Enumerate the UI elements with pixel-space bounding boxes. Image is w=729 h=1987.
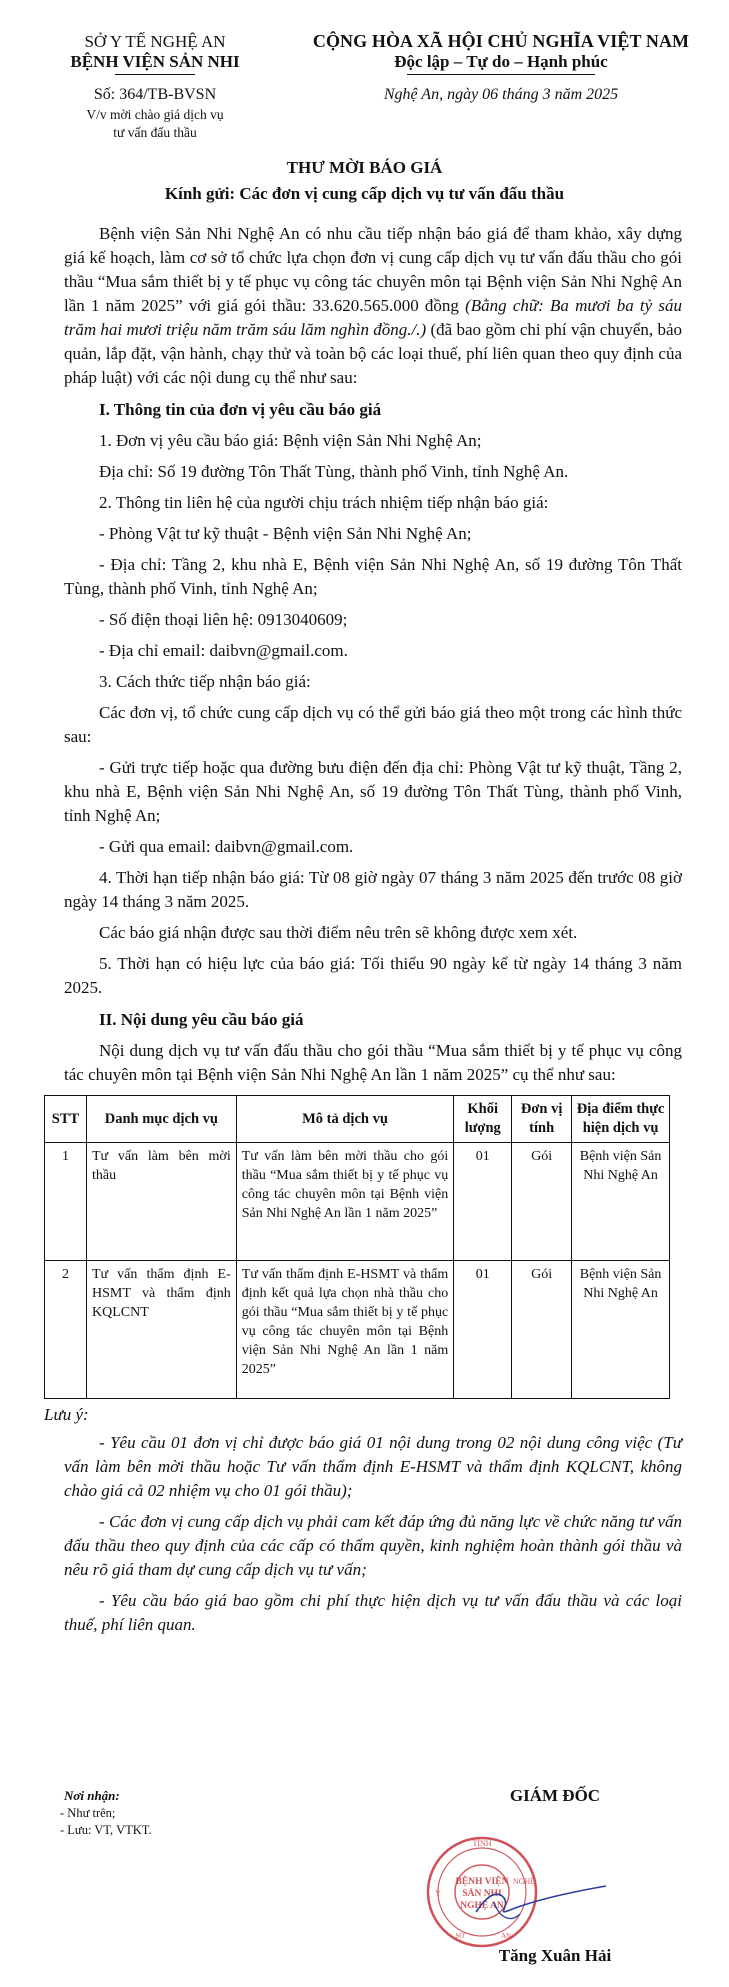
table-row xyxy=(45,1143,670,1261)
issuer-block xyxy=(40,32,270,141)
intro-paragraph xyxy=(64,222,682,390)
recipient-item: - Lưu: VT, VTKT. xyxy=(60,1823,152,1837)
table-header-row xyxy=(45,1096,670,1143)
cell-quantity: 01 xyxy=(454,1143,512,1261)
salutation: Kính gửi: Các đơn vị cung cấp dịch vụ tư vấn đấu thầu xyxy=(164,184,565,203)
cell-description: Tư vấn thẩm định E-HSMT và thẩm định kết quả lựa chọn nhà thầu cho gói thầu “Mua sắm thiết bị y tế phục vụ công tác chuyên môn tại Bệnh viện Sản Nhi Nghệ An lần 1 năm 2025” xyxy=(236,1261,454,1399)
official-stamp xyxy=(420,1824,620,1954)
cell-location: Bệnh viện Sản Nhi Nghệ An xyxy=(572,1143,670,1261)
svg-text:TỈNH: TỈNH xyxy=(472,1839,492,1848)
section-1-paragraph: 3. Cách thức tiếp nhận báo giá: xyxy=(99,672,311,691)
section-1-paragraph: - Địa chỉ: Tầng 2, khu nhà E, Bệnh viện Sản Nhi Nghệ An, số 19 đường Tôn Thất Tùng, thành phố Vinh, tỉnh Nghệ An; xyxy=(64,555,682,598)
section-2-intro: Nội dung dịch vụ tư vấn đấu thầu cho gói thầu “Mua sắm thiết bị y tế phục vụ công tác chuyên môn tại Bệnh viện Sản Nhi Nghệ An lần 1 năm 2025” cụ thể như sau: xyxy=(64,1041,682,1084)
agency-name: SỞ Y TẾ NGHỆ AN xyxy=(84,32,226,51)
stamp-seal-icon xyxy=(428,1838,536,1946)
header-rule-right xyxy=(407,74,595,75)
recipient-item: - Như trên; xyxy=(60,1806,116,1820)
cell-description: Tư vấn làm bên mời thầu cho gói thầu “Mua sắm thiết bị y tế phục vụ công tác chuyên môn tại Bệnh viện Sản Nhi Nghệ An lần 1 năm 2025” xyxy=(236,1143,454,1261)
column-header-description: Mô tả dịch vụ xyxy=(236,1096,454,1143)
recipients-heading: Nơi nhận: xyxy=(64,1788,120,1803)
signatory-name: Tăng Xuân Hải xyxy=(498,1946,612,1965)
svg-text:Y: Y xyxy=(435,1889,441,1898)
svg-text:NGHỆ AN: NGHỆ AN xyxy=(460,1901,504,1911)
cell-location: Bệnh viện Sản Nhi Nghệ An xyxy=(572,1261,670,1399)
column-header-location: Địa điểm thực hiện dịch vụ xyxy=(572,1096,670,1143)
note-item: - Các đơn vị cung cấp dịch vụ phải cam kết đáp ứng đủ năng lực về chức năng tư vấn đấu thầu theo quy định của các cấp có thẩm quyền, kinh nghiệm hoàn thành gói thầu và nêu rõ giá tham dự cung cấp dịch vụ tư vấn; xyxy=(64,1512,682,1579)
notes-heading: Lưu ý: xyxy=(44,1405,89,1424)
section-1-paragraph: 1. Đơn vị yêu cầu báo giá: Bệnh viện Sản Nhi Nghệ An; xyxy=(99,431,482,450)
hospital-name: BỆNH VIỆN SẢN NHI xyxy=(70,52,240,71)
section-1-paragraph: - Địa chỉ email: daibvn@gmail.com. xyxy=(99,641,348,660)
document-body xyxy=(44,222,682,1644)
section-1-paragraph: - Phòng Vật tư kỹ thuật - Bệnh viện Sản Nhi Nghệ An; xyxy=(99,524,472,543)
cell-quantity: 01 xyxy=(454,1261,512,1399)
table-row xyxy=(45,1261,670,1399)
cell-service: Tư vấn làm bên mời thầu xyxy=(86,1143,236,1261)
section-1-paragraph: 2. Thông tin liên hệ của người chịu trách nhiệm tiếp nhận báo giá: xyxy=(99,493,549,512)
dateline: Nghệ An, ngày 06 tháng 3 năm 2025 xyxy=(383,86,619,103)
column-header-quantity: Khối lượng xyxy=(454,1096,512,1143)
subject-line-1: V/v mời chào giá dịch vụ xyxy=(86,107,224,122)
section-1-paragraph: - Số điện thoại liên hệ: 0913040609; xyxy=(99,610,348,629)
cell-service: Tư vấn thẩm định E-HSMT và thẩm định KQLCNT xyxy=(86,1261,236,1399)
note-item: - Yêu cầu 01 đơn vị chỉ được báo giá 01 nội dung trong 02 nội dung công việc (Tư vấn làm bên mời thầu hoặc Tư vấn thẩm định E-HSMT và thẩm định KQLCNT, không chào giá cả 02 nhiệm vụ cho 01 gói thầu); xyxy=(64,1433,682,1500)
notes-list xyxy=(64,1431,682,1637)
svg-text:SỞ: SỞ xyxy=(455,1932,465,1940)
svg-text:BỆNH VIỆN: BỆNH VIỆN xyxy=(455,1877,509,1887)
svg-text:NGHỆ: NGHỆ xyxy=(512,1877,536,1886)
svg-text:AN: AN xyxy=(500,1932,512,1940)
section-1-paragraph: - Gửi trực tiếp hoặc qua đường bưu điện đến địa chỉ: Phòng Vật tư kỹ thuật, Tầng 2, khu nhà E, Bệnh viện Sản Nhi Nghệ An, số 19 đường Tôn Thất Tùng, thành phố Vinh, tỉnh Nghệ An; xyxy=(64,758,682,825)
header-rule-left xyxy=(115,74,195,75)
section-1-paragraph: - Gửi qua email: daibvn@gmail.com. xyxy=(99,837,354,856)
national-block xyxy=(296,30,706,105)
cell-stt: 2 xyxy=(45,1261,87,1399)
section-1-paragraph: Các đơn vị, tổ chức cung cấp dịch vụ có thể gửi báo giá theo một trong các hình thức sau: xyxy=(64,703,682,746)
column-header-unit: Đơn vị tính xyxy=(512,1096,572,1143)
document-number: Số: 364/TB-BVSN xyxy=(93,86,217,103)
section-1-paragraph: 4. Thời hạn tiếp nhận báo giá: Từ 08 giờ ngày 07 tháng 3 năm 2025 đến trước 08 giờ ngày 14 tháng 3 năm 2025. xyxy=(64,868,682,911)
intro-text-2: (đã bao gồm chi phí vận chuyển, bảo quản, lắp đặt, vận hành, chạy thử và toàn bộ các loại thuế, phí liên quan theo quy định của pháp luật) với các nội dung cụ thể như sau: xyxy=(64,320,682,387)
svg-text:SẢN NHI: SẢN NHI xyxy=(462,1889,502,1899)
cell-unit: Gói xyxy=(512,1261,572,1399)
intro-text-1: Bệnh viện Sản Nhi Nghệ An có nhu cầu tiếp nhận báo giá để tham khảo, xây dựng giá kế hoạch, làm cơ sở tổ chức lựa chọn đơn vị cung cấp dịch vụ tư vấn đấu thầu cho gói thầu “Mua sắm thiết bị y tế phục vụ công tác chuyên môn tại Bệnh viện Sản Nhi Nghệ An lần 1 năm 2025” với giá gói thầu: 33.620.565.000 đồng xyxy=(64,224,682,315)
column-header-service: Danh mục dịch vụ xyxy=(86,1096,236,1143)
section-1-paragraph: Địa chỉ: Số 19 đường Tôn Thất Tùng, thành phố Vinh, tỉnh Nghệ An. xyxy=(99,462,569,481)
note-item: - Yêu cầu báo giá bao gồm chi phí thực hiện dịch vụ tư vấn đấu thầu và các loại thuế, phí liên quan. xyxy=(64,1591,682,1634)
section-1-heading: I. Thông tin của đơn vị yêu cầu báo giá xyxy=(99,400,382,419)
document-title: THƯ MỜI BÁO GIÁ xyxy=(286,158,443,177)
subject-line-2: tư vấn đấu thầu xyxy=(113,125,197,140)
section-1-paragraph: Các báo giá nhận được sau thời điểm nêu trên sẽ không được xem xét. xyxy=(99,923,578,942)
signatory-title: GIÁM ĐỐC xyxy=(509,1786,601,1805)
section-2-heading: II. Nội dung yêu cầu báo giá xyxy=(99,1010,304,1029)
nation-name: CỘNG HÒA XÃ HỘI CHỦ NGHĨA VIỆT NAM xyxy=(312,31,690,51)
national-motto: Độc lập – Tự do – Hạnh phúc xyxy=(394,52,608,71)
column-header-stt: STT xyxy=(45,1096,87,1143)
service-table xyxy=(44,1095,670,1399)
section-1-paragraph: 5. Thời hạn có hiệu lực của báo giá: Tối thiểu 90 ngày kể từ ngày 14 tháng 3 năm 2025. xyxy=(64,954,682,997)
cell-stt: 1 xyxy=(45,1143,87,1261)
cell-unit: Gói xyxy=(512,1143,572,1261)
intro-amount-in-words: (Bằng chữ: Ba mươi ba tỷ sáu trăm hai mươi triệu năm trăm sáu lăm nghìn đồng./.) xyxy=(64,296,682,339)
